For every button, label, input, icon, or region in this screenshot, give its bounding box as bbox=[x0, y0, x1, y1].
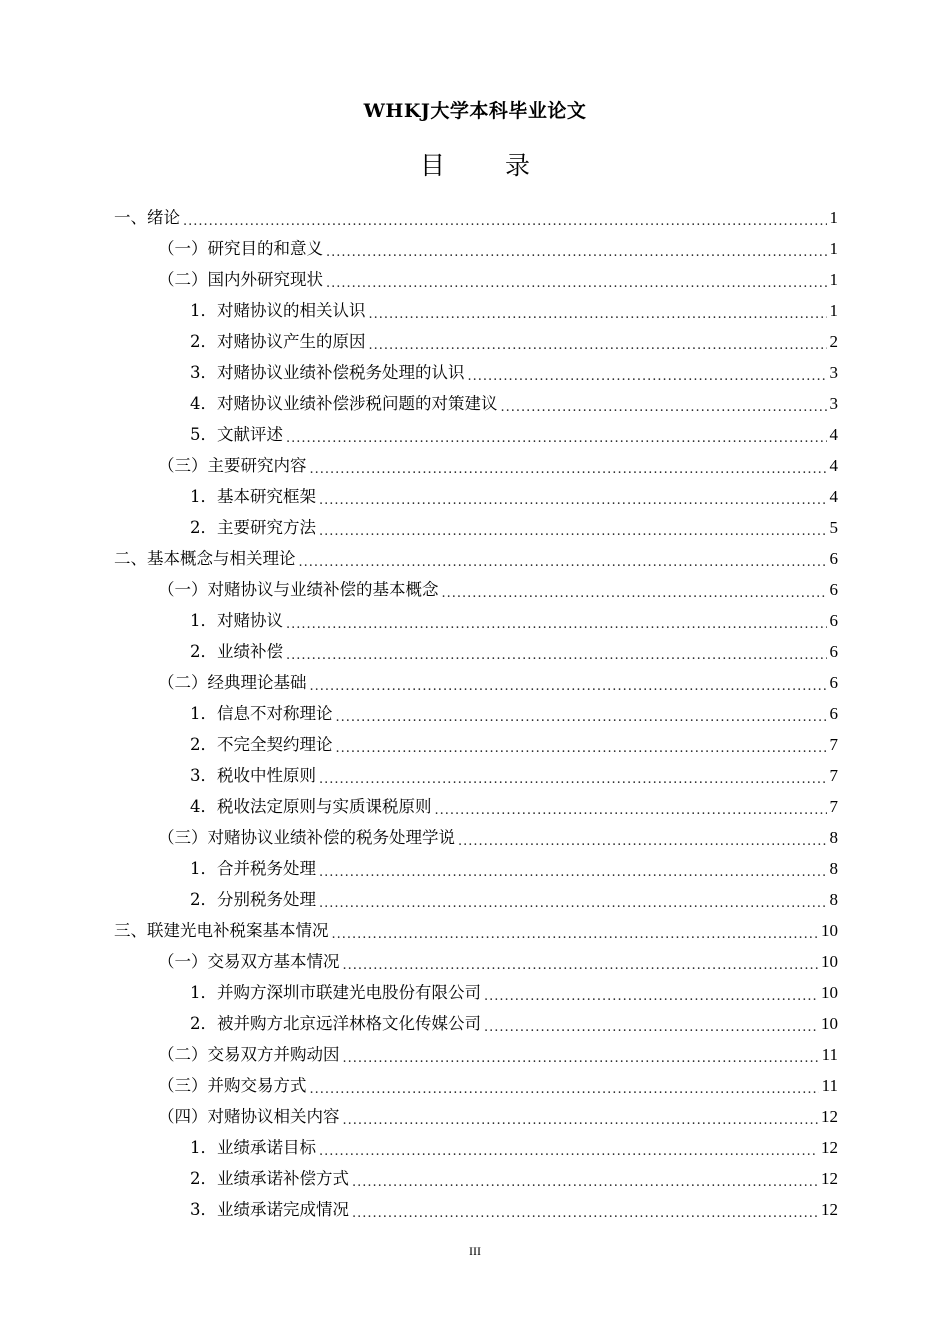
toc-entry[interactable] bbox=[114, 915, 838, 946]
toc-leader-dots bbox=[319, 886, 827, 919]
toc-entry[interactable] bbox=[114, 822, 838, 853]
toc-leader-dots bbox=[369, 328, 827, 361]
toc-entry[interactable] bbox=[114, 419, 838, 450]
toc-entry-title: 三、联建光电补税案基本情况 bbox=[114, 921, 329, 940]
toc-leader-dots bbox=[336, 700, 827, 733]
toc-entry-page: 12 bbox=[821, 1107, 838, 1126]
toc-entry-title: 2．业绩补偿 bbox=[190, 642, 283, 661]
toc-entry-page: 1 bbox=[829, 239, 838, 258]
toc-entry[interactable] bbox=[114, 202, 838, 233]
toc-entry-title: （二）交易双方并购动因 bbox=[158, 1045, 340, 1064]
toc-entry-page: 6 bbox=[829, 611, 838, 630]
toc-entry-title: （四）对赌协议相关内容 bbox=[158, 1107, 340, 1126]
toc-leader-dots bbox=[369, 297, 827, 330]
toc-entry[interactable] bbox=[114, 326, 838, 357]
toc-entry-title: （一）研究目的和意义 bbox=[158, 239, 323, 258]
toc-entry-page: 7 bbox=[829, 797, 838, 816]
toc-leader-dots bbox=[286, 607, 827, 640]
toc-entry-title: 1．信息不对称理论 bbox=[190, 704, 333, 723]
toc-leader-dots bbox=[310, 669, 827, 702]
toc-entry[interactable] bbox=[114, 977, 838, 1008]
toc-leader-dots bbox=[435, 793, 827, 826]
toc-leader-dots bbox=[319, 483, 827, 516]
footer-page-number: III bbox=[469, 1244, 481, 1258]
toc-entry[interactable] bbox=[114, 698, 838, 729]
toc-entry-title: 1．对赌协议 bbox=[190, 611, 283, 630]
toc-entry-title: 一、绪论 bbox=[114, 208, 180, 227]
toc-entry-page: 7 bbox=[829, 735, 838, 754]
toc-entry-page: 1 bbox=[829, 208, 838, 227]
toc-entry-page: 8 bbox=[829, 890, 838, 909]
toc-entry-page: 7 bbox=[829, 766, 838, 785]
toc-entry[interactable] bbox=[114, 884, 838, 915]
toc-leader-dots bbox=[332, 917, 819, 950]
toc-entry[interactable] bbox=[114, 233, 838, 264]
toc-entry-title: 4．税收法定原则与实质课税原则 bbox=[190, 797, 432, 816]
toc-entry-page: 12 bbox=[821, 1200, 838, 1219]
toc-entry-page: 12 bbox=[821, 1169, 838, 1188]
toc-entry-page: 6 bbox=[829, 549, 838, 568]
running-header-title: WHKJ大学本科毕业论文 bbox=[363, 100, 587, 122]
toc-entry-title: （二）国内外研究现状 bbox=[158, 270, 323, 289]
toc-leader-dots bbox=[319, 855, 827, 888]
toc-entry[interactable] bbox=[114, 760, 838, 791]
toc-entry-title: 1．业绩承诺目标 bbox=[190, 1138, 316, 1157]
toc-leader-dots bbox=[484, 1010, 818, 1043]
toc-leader-dots bbox=[326, 235, 827, 268]
toc-entry[interactable] bbox=[114, 1101, 838, 1132]
toc-entry-page: 4 bbox=[829, 487, 838, 506]
toc-leader-dots bbox=[352, 1165, 818, 1198]
toc-entry-page: 8 bbox=[829, 828, 838, 847]
toc-leader-dots bbox=[343, 1103, 819, 1136]
toc-entry[interactable] bbox=[114, 946, 838, 977]
toc-leader-dots bbox=[442, 576, 827, 609]
toc-entry-page: 10 bbox=[821, 921, 838, 940]
toc-entry-title: （一）对赌协议与业绩补偿的基本概念 bbox=[158, 580, 439, 599]
toc-entry[interactable] bbox=[114, 512, 838, 543]
toc-entry-title: 2．主要研究方法 bbox=[190, 518, 316, 537]
toc-entry-title: 4．对赌协议业绩补偿涉税问题的对策建议 bbox=[190, 394, 498, 413]
toc-entry-page: 12 bbox=[821, 1138, 838, 1157]
toc-entry-page: 2 bbox=[829, 332, 838, 351]
toc-entry-page: 3 bbox=[829, 394, 838, 413]
toc-entry-page: 1 bbox=[829, 270, 838, 289]
toc-entry[interactable] bbox=[114, 1039, 838, 1070]
toc-entry-title: 1．并购方深圳市联建光电股份有限公司 bbox=[190, 983, 481, 1002]
toc-entry[interactable] bbox=[114, 481, 838, 512]
toc-entry-title: 二、基本概念与相关理论 bbox=[114, 549, 296, 568]
toc-entry-page: 3 bbox=[829, 363, 838, 382]
toc-entry[interactable] bbox=[114, 729, 838, 760]
toc-entry-page: 4 bbox=[829, 456, 838, 475]
toc-entry-title: 2．分别税务处理 bbox=[190, 890, 316, 909]
toc-leader-dots bbox=[319, 514, 827, 547]
toc-entry-page: 4 bbox=[829, 425, 838, 444]
toc-leader-dots bbox=[352, 1196, 818, 1229]
toc-entry-page: 8 bbox=[829, 859, 838, 878]
toc-leader-dots bbox=[310, 1072, 819, 1105]
toc-entry[interactable] bbox=[114, 264, 838, 295]
toc-entry-title: 1．对赌协议的相关认识 bbox=[190, 301, 366, 320]
toc-leader-dots bbox=[484, 979, 818, 1012]
toc-entry-title: （三）主要研究内容 bbox=[158, 456, 307, 475]
toc-entry-title: 3．对赌协议业绩补偿税务处理的认识 bbox=[190, 363, 465, 382]
toc-entry-page: 6 bbox=[829, 642, 838, 661]
toc-entry[interactable] bbox=[114, 388, 838, 419]
toc-leader-dots bbox=[343, 948, 819, 981]
toc-entry-page: 11 bbox=[821, 1076, 838, 1095]
toc-entry-title: 1．基本研究框架 bbox=[190, 487, 316, 506]
toc-entry[interactable] bbox=[114, 667, 838, 698]
toc-leader-dots bbox=[319, 762, 827, 795]
toc-entry-title: 3．业绩承诺完成情况 bbox=[190, 1200, 349, 1219]
toc-entry-title: 2．对赌协议产生的原因 bbox=[190, 332, 366, 351]
toc-entry-title: 1．合并税务处理 bbox=[190, 859, 316, 878]
toc-entry[interactable] bbox=[114, 450, 838, 481]
toc-entry[interactable] bbox=[114, 636, 838, 667]
toc-entry[interactable] bbox=[114, 791, 838, 822]
toc-leader-dots bbox=[286, 421, 827, 454]
toc-entry[interactable] bbox=[114, 543, 838, 574]
toc-entry-title: 2．业绩承诺补偿方式 bbox=[190, 1169, 349, 1188]
toc-leader-dots bbox=[319, 1134, 818, 1167]
toc-entry[interactable] bbox=[114, 605, 838, 636]
toc-leader-dots bbox=[183, 204, 827, 237]
toc-entry[interactable] bbox=[114, 357, 838, 388]
toc-leader-dots bbox=[458, 824, 827, 857]
toc-entry-title: 2．被并购方北京远洋林格文化传媒公司 bbox=[190, 1014, 481, 1033]
toc-entry-title: （三）对赌协议业绩补偿的税务处理学说 bbox=[158, 828, 455, 847]
toc-entry[interactable] bbox=[114, 1070, 838, 1101]
toc-leader-dots bbox=[336, 731, 827, 764]
toc-leader-dots bbox=[501, 390, 827, 423]
toc-entry-title: （一）交易双方基本情况 bbox=[158, 952, 340, 971]
toc-entry[interactable] bbox=[114, 1132, 838, 1163]
toc-entry-title: 3．税收中性原则 bbox=[190, 766, 316, 785]
toc-entry[interactable] bbox=[114, 853, 838, 884]
toc-entry[interactable] bbox=[114, 1163, 838, 1194]
toc-entry-title: 5．文献评述 bbox=[190, 425, 283, 444]
toc-entry-page: 6 bbox=[829, 673, 838, 692]
toc-leader-dots bbox=[468, 359, 827, 392]
toc-entry-page: 6 bbox=[829, 704, 838, 723]
toc-leader-dots bbox=[343, 1041, 819, 1074]
toc-entry-page: 5 bbox=[829, 518, 838, 537]
table-of-contents bbox=[114, 202, 838, 1225]
toc-entry-page: 6 bbox=[829, 580, 838, 599]
toc-leader-dots bbox=[310, 452, 827, 485]
toc-entry-page: 10 bbox=[821, 983, 838, 1002]
toc-entry-page: 10 bbox=[821, 952, 838, 971]
toc-leader-dots bbox=[286, 638, 827, 671]
toc-entry[interactable] bbox=[114, 295, 838, 326]
toc-entry-page: 11 bbox=[821, 1045, 838, 1064]
toc-entry[interactable] bbox=[114, 1194, 838, 1225]
toc-leader-dots bbox=[326, 266, 827, 299]
toc-entry-page: 10 bbox=[821, 1014, 838, 1033]
toc-heading: 目 录 bbox=[420, 151, 556, 180]
toc-entry-title: （二）经典理论基础 bbox=[158, 673, 307, 692]
toc-entry[interactable] bbox=[114, 574, 838, 605]
toc-entry-title: 2．不完全契约理论 bbox=[190, 735, 333, 754]
toc-entry-title: （三）并购交易方式 bbox=[158, 1076, 307, 1095]
toc-entry-page: 1 bbox=[829, 301, 838, 320]
toc-leader-dots bbox=[299, 545, 827, 578]
toc-entry[interactable] bbox=[114, 1008, 838, 1039]
